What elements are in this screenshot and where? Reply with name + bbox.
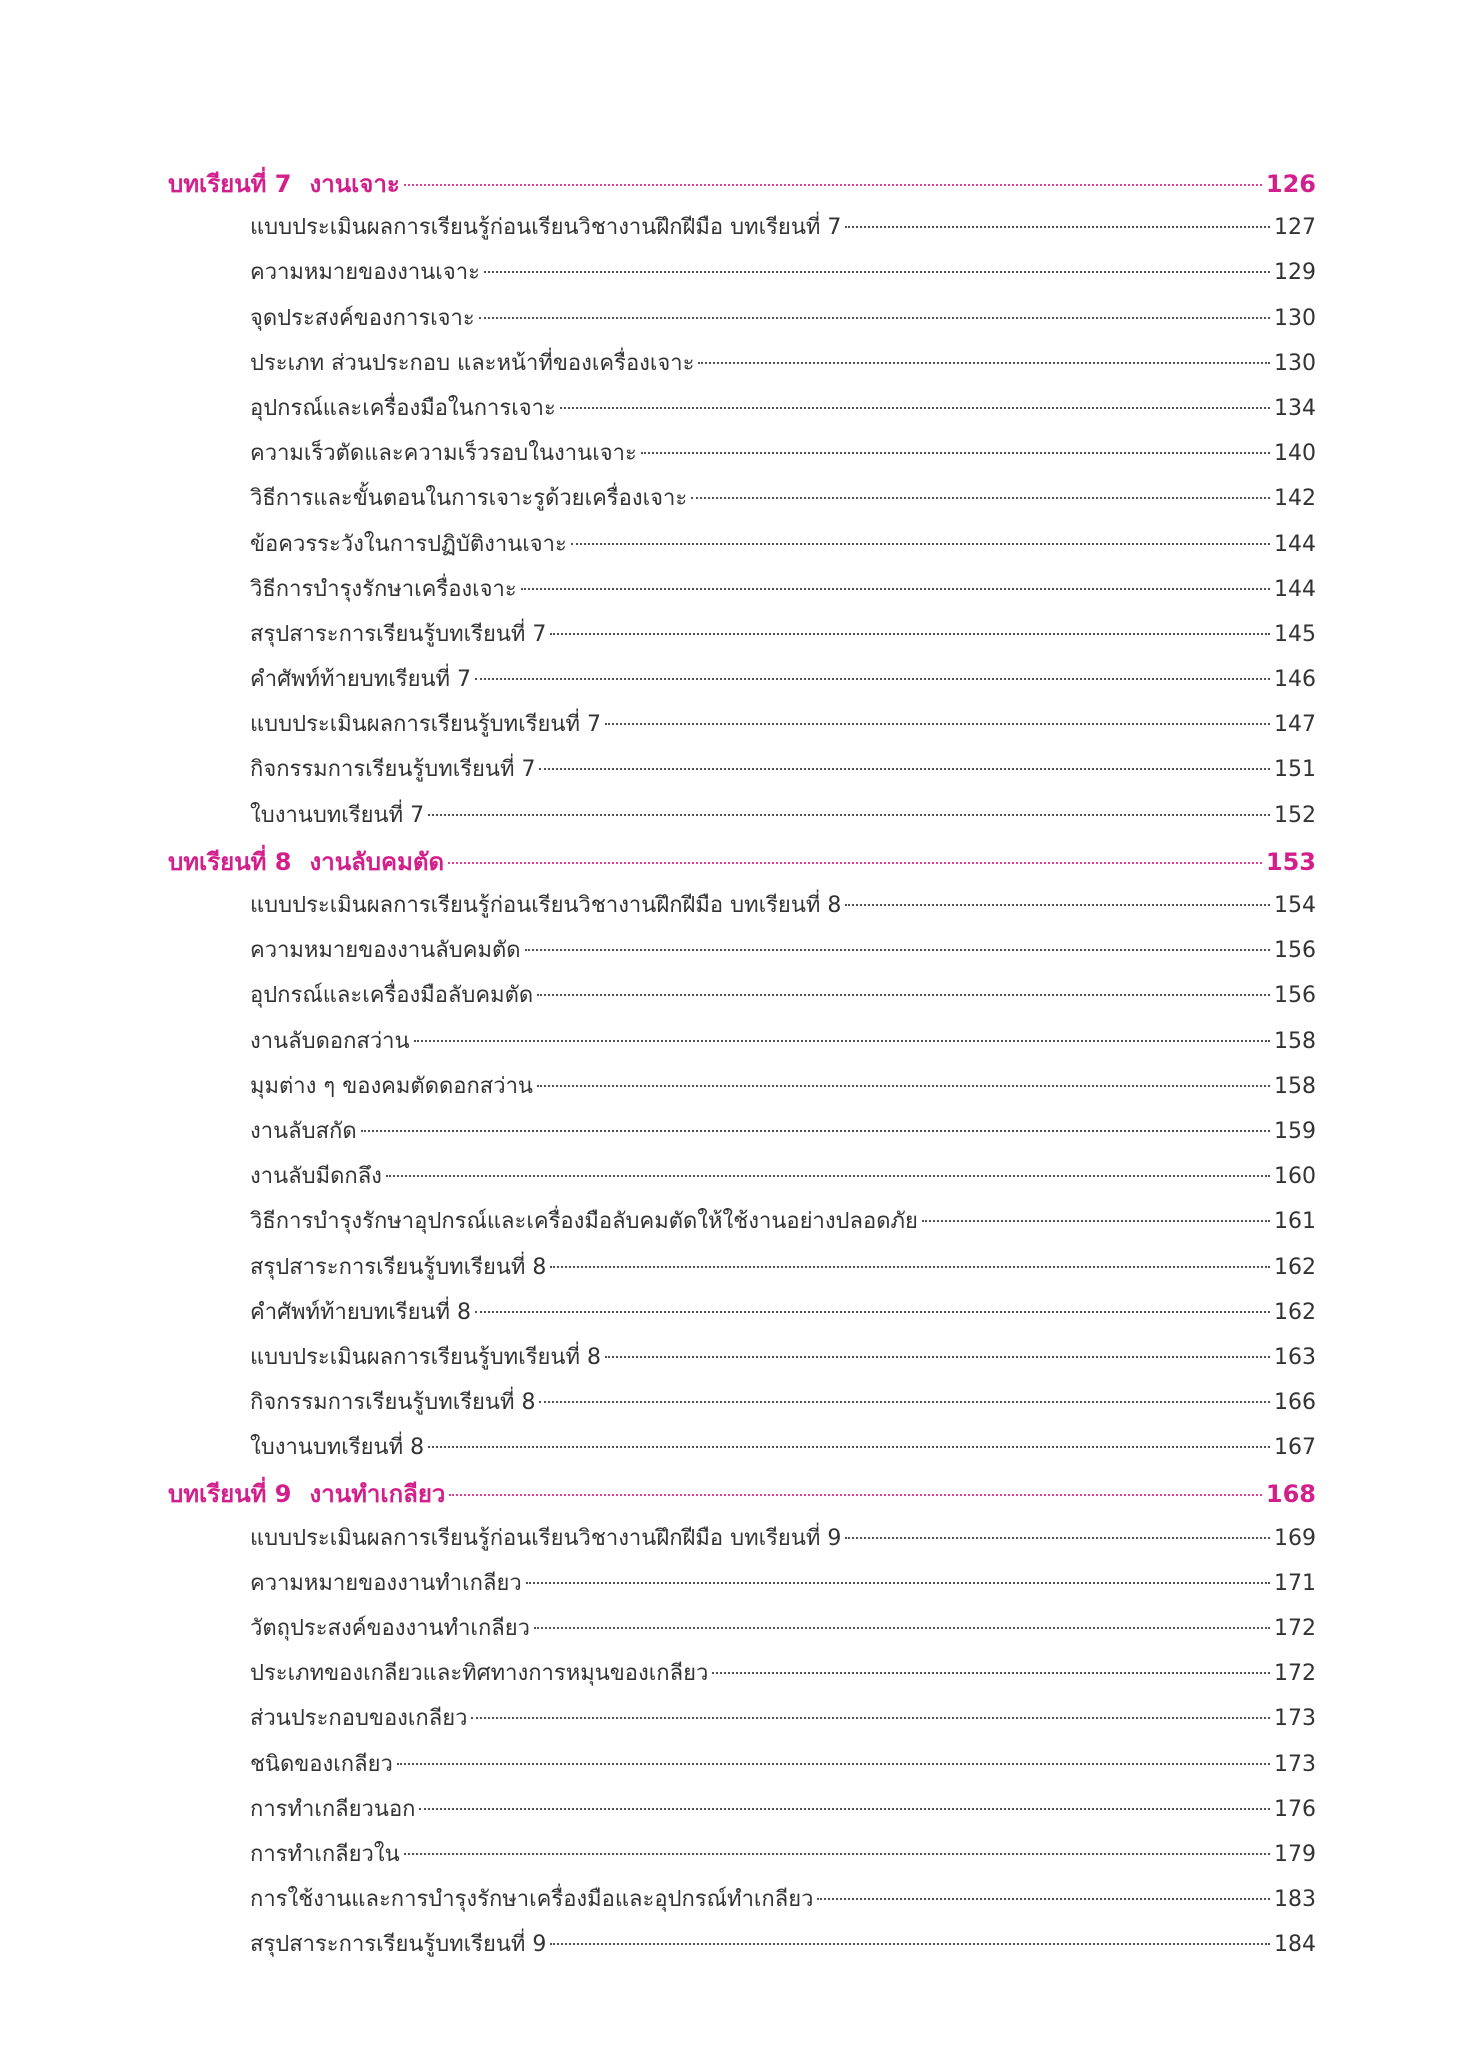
toc-item-page-number: 134 bbox=[1274, 395, 1316, 421]
toc-item-title: งานลับมีดกลึง bbox=[250, 1164, 382, 1190]
chapter-name: งานทำเกลียว bbox=[309, 1480, 446, 1509]
toc-item-title: สรุปสาระการเรียนรู้บทเรียนที่ 9 bbox=[250, 1932, 547, 1958]
toc-item-title: ข้อควรระวังในการปฏิบัติงานเจาะ bbox=[250, 531, 567, 557]
toc-item-row[interactable] bbox=[168, 254, 1316, 299]
toc-item-page-number: 144 bbox=[1274, 531, 1316, 557]
toc-item-title: การทำเกลียวใน bbox=[250, 1841, 400, 1867]
dot-leader bbox=[484, 271, 1270, 273]
dot-leader bbox=[698, 362, 1270, 364]
toc-item-row[interactable] bbox=[168, 1836, 1316, 1881]
dot-leader bbox=[641, 452, 1270, 454]
toc-item-page-number: 162 bbox=[1274, 1299, 1316, 1325]
dot-leader bbox=[539, 768, 1270, 770]
toc-item-page-number: 154 bbox=[1274, 893, 1316, 918]
dot-leader bbox=[817, 1898, 1270, 1900]
toc-item-row[interactable] bbox=[168, 526, 1316, 571]
chapter-number: บทเรียนที่ 8 bbox=[168, 847, 292, 876]
dot-leader bbox=[550, 633, 1270, 635]
dot-leader bbox=[404, 1853, 1270, 1855]
toc-item-page-number: 145 bbox=[1274, 621, 1316, 647]
toc-item-page-number: 144 bbox=[1274, 576, 1316, 602]
toc-item-page-number: 142 bbox=[1274, 486, 1316, 512]
toc-item-title: งานลับสกัด bbox=[250, 1118, 357, 1144]
dot-leader bbox=[471, 1717, 1270, 1719]
toc-item-page-number: 184 bbox=[1274, 1932, 1316, 1958]
toc-item-row[interactable] bbox=[168, 480, 1316, 525]
toc-item-page-number: 151 bbox=[1274, 757, 1316, 783]
toc-chapter-row[interactable] bbox=[168, 1474, 1316, 1519]
dot-leader bbox=[605, 723, 1270, 725]
toc-item-row[interactable] bbox=[168, 797, 1316, 842]
toc-item-page-number: 160 bbox=[1274, 1164, 1316, 1190]
dot-leader bbox=[537, 994, 1270, 996]
toc-item-title: อุปกรณ์และเครื่องมือในการเจาะ bbox=[250, 395, 556, 421]
toc-chapter-row[interactable] bbox=[168, 842, 1316, 887]
toc-item-title: วิธีการบำรุงรักษาอุปกรณ์และเครื่องมือลับคมตัดให้ใช้งานอย่างปลอดภัย bbox=[250, 1209, 918, 1235]
toc-item-title: วัตถุประสงค์ของงานทำเกลียว bbox=[250, 1616, 530, 1641]
toc-item-row[interactable] bbox=[168, 1655, 1316, 1700]
chapter-title bbox=[168, 842, 444, 881]
dot-leader bbox=[550, 1943, 1270, 1945]
toc-item-title: แบบประเมินผลการเรียนรู้ก่อนเรียนวิชางานฝึกฝีมือ บทเรียนที่ 7 bbox=[250, 215, 842, 241]
toc-item-row[interactable] bbox=[168, 390, 1316, 435]
toc-item-page-number: 183 bbox=[1274, 1887, 1316, 1913]
toc-item-title: แบบประเมินผลการเรียนรู้บทเรียนที่ 7 bbox=[250, 712, 601, 738]
toc-item-title: ความเร็วตัดและความเร็วรอบในงานเจาะ bbox=[250, 441, 637, 467]
toc-item-page-number: 146 bbox=[1274, 667, 1316, 693]
toc-item-page-number: 156 bbox=[1274, 938, 1316, 964]
toc-item-row[interactable] bbox=[168, 1249, 1316, 1294]
toc-item-row[interactable] bbox=[168, 977, 1316, 1022]
toc-item-row[interactable] bbox=[168, 209, 1316, 254]
toc-item-title: ใบงานบทเรียนที่ 7 bbox=[250, 802, 425, 828]
toc-item-title: แบบประเมินผลการเรียนรู้ก่อนเรียนวิชางานฝึกฝีมือ บทเรียนที่ 8 bbox=[250, 893, 842, 918]
toc-item-row[interactable] bbox=[168, 616, 1316, 661]
toc-item-row[interactable] bbox=[168, 887, 1316, 932]
toc-item-row[interactable] bbox=[168, 1294, 1316, 1339]
dot-leader bbox=[419, 1808, 1270, 1810]
chapter-number: บทเรียนที่ 7 bbox=[168, 170, 292, 198]
toc-item-page-number: 161 bbox=[1274, 1209, 1316, 1235]
toc-item-title: วิธีการและขั้นตอนในการเจาะรูด้วยเครื่องเจาะ bbox=[250, 486, 688, 512]
toc-item-row[interactable] bbox=[168, 932, 1316, 977]
dot-leader bbox=[534, 1627, 1270, 1629]
toc-item-page-number: 176 bbox=[1274, 1796, 1316, 1822]
toc-item-page-number: 167 bbox=[1274, 1435, 1316, 1461]
toc-item-page-number: 158 bbox=[1274, 1073, 1316, 1099]
toc-item-title: ความหมายของงานเจาะ bbox=[250, 260, 480, 286]
table-of-contents bbox=[168, 164, 1316, 1972]
toc-item-title: ความหมายของงานลับคมตัด bbox=[250, 938, 521, 964]
toc-item-row[interactable] bbox=[168, 661, 1316, 706]
dot-leader bbox=[845, 226, 1270, 228]
dot-leader bbox=[521, 588, 1270, 590]
toc-item-title: ใบงานบทเรียนที่ 8 bbox=[250, 1435, 425, 1461]
dot-leader bbox=[537, 1085, 1270, 1087]
toc-item-title: การทำเกลียวนอก bbox=[250, 1796, 416, 1822]
toc-item-title: จุดประสงค์ของการเจาะ bbox=[250, 305, 475, 331]
dot-leader bbox=[712, 1672, 1270, 1674]
dot-leader bbox=[361, 1130, 1270, 1132]
toc-item-page-number: 129 bbox=[1274, 260, 1316, 286]
dot-leader bbox=[560, 407, 1270, 409]
toc-item-page-number: 127 bbox=[1274, 215, 1316, 241]
toc-item-page-number: 156 bbox=[1274, 983, 1316, 1009]
toc-item-title: วิธีการบำรุงรักษาเครื่องเจาะ bbox=[250, 576, 517, 602]
toc-item-row[interactable] bbox=[168, 435, 1316, 480]
dot-leader bbox=[414, 1040, 1270, 1042]
dot-leader bbox=[571, 543, 1270, 545]
dot-leader bbox=[526, 1582, 1270, 1584]
dot-leader bbox=[539, 1401, 1270, 1403]
toc-item-page-number: 172 bbox=[1274, 1661, 1316, 1687]
toc-item-title: งานลับดอกสว่าน bbox=[250, 1028, 410, 1054]
toc-item-title: ส่วนประกอบของเกลียว bbox=[250, 1706, 468, 1732]
toc-item-row[interactable] bbox=[168, 1023, 1316, 1068]
toc-item-title: ประเภทของเกลียวและทิศทางการหมุนของเกลียว bbox=[250, 1661, 709, 1687]
toc-item-row[interactable] bbox=[168, 1158, 1316, 1203]
toc-item-page-number: 166 bbox=[1274, 1390, 1316, 1416]
dot-leader bbox=[525, 949, 1270, 951]
dot-leader bbox=[386, 1175, 1270, 1177]
chapter-page-number: 153 bbox=[1265, 847, 1316, 876]
toc-item-row[interactable] bbox=[168, 1068, 1316, 1113]
toc-item-row[interactable] bbox=[168, 1113, 1316, 1158]
toc-item-page-number: 130 bbox=[1274, 305, 1316, 331]
toc-item-title: ประเภท ส่วนประกอบ และหน้าที่ของเครื่องเจาะ bbox=[250, 350, 695, 376]
dot-leader bbox=[691, 497, 1270, 499]
dot-leader bbox=[448, 862, 1262, 864]
dot-leader bbox=[449, 1494, 1262, 1496]
toc-item-row[interactable] bbox=[168, 1384, 1316, 1429]
toc-item-row[interactable] bbox=[168, 1520, 1316, 1565]
toc-item-page-number: 147 bbox=[1274, 712, 1316, 738]
toc-item-row[interactable] bbox=[168, 1791, 1316, 1836]
chapter-number: บทเรียนที่ 9 bbox=[168, 1480, 292, 1509]
toc-item-page-number: 179 bbox=[1274, 1841, 1316, 1867]
toc-item-row[interactable] bbox=[168, 751, 1316, 796]
chapter-title bbox=[168, 164, 400, 203]
dot-leader bbox=[428, 1446, 1270, 1448]
toc-item-title: คำศัพท์ท้ายบทเรียนที่ 7 bbox=[250, 667, 472, 693]
toc-item-row[interactable] bbox=[168, 1746, 1316, 1791]
toc-item-title: ความหมายของงานทำเกลียว bbox=[250, 1570, 522, 1596]
toc-item-page-number: 152 bbox=[1274, 802, 1316, 828]
toc-item-row[interactable] bbox=[168, 1203, 1316, 1248]
toc-item-title: แบบประเมินผลการเรียนรู้บทเรียนที่ 8 bbox=[250, 1344, 601, 1370]
toc-item-page-number: 140 bbox=[1274, 441, 1316, 467]
toc-item-title: มุมต่าง ๆ ของคมตัดดอกสว่าน bbox=[250, 1073, 533, 1099]
chapter-page-number: 126 bbox=[1265, 170, 1316, 198]
toc-item-title: สรุปสาระการเรียนรู้บทเรียนที่ 7 bbox=[250, 621, 547, 647]
toc-item-page-number: 130 bbox=[1274, 350, 1316, 376]
toc-item-page-number: 171 bbox=[1274, 1570, 1316, 1596]
toc-item-page-number: 169 bbox=[1274, 1525, 1316, 1551]
dot-leader bbox=[397, 1763, 1270, 1765]
toc-item-title: กิจกรรมการเรียนรู้บทเรียนที่ 8 bbox=[250, 1390, 536, 1416]
toc-item-row[interactable] bbox=[168, 1700, 1316, 1745]
dot-leader bbox=[605, 1356, 1270, 1358]
chapter-page-number: 168 bbox=[1265, 1480, 1316, 1509]
chapter-name: งานลับคมตัด bbox=[309, 847, 445, 876]
dot-leader bbox=[845, 1537, 1270, 1539]
chapter-title bbox=[168, 1474, 445, 1513]
toc-item-row[interactable] bbox=[168, 300, 1316, 345]
toc-item-title: ชนิดของเกลียว bbox=[250, 1751, 393, 1777]
toc-item-row[interactable] bbox=[168, 706, 1316, 751]
dot-leader bbox=[475, 1311, 1270, 1313]
toc-item-title: กิจกรรมการเรียนรู้บทเรียนที่ 7 bbox=[250, 757, 536, 783]
dot-leader bbox=[428, 814, 1270, 816]
toc-item-row[interactable] bbox=[168, 1565, 1316, 1610]
dot-leader bbox=[479, 317, 1270, 319]
toc-item-page-number: 163 bbox=[1274, 1344, 1316, 1370]
toc-item-row[interactable] bbox=[168, 1610, 1316, 1655]
toc-item-page-number: 158 bbox=[1274, 1028, 1316, 1054]
toc-item-page-number: 159 bbox=[1274, 1118, 1316, 1144]
toc-item-page-number: 162 bbox=[1274, 1254, 1316, 1280]
toc-item-title: คำศัพท์ท้ายบทเรียนที่ 8 bbox=[250, 1299, 472, 1325]
dot-leader bbox=[922, 1220, 1270, 1222]
toc-item-page-number: 173 bbox=[1274, 1706, 1316, 1732]
dot-leader bbox=[550, 1266, 1270, 1268]
toc-item-title: อุปกรณ์และเครื่องมือลับคมตัด bbox=[250, 983, 534, 1009]
toc-item-title: สรุปสาระการเรียนรู้บทเรียนที่ 8 bbox=[250, 1254, 547, 1280]
toc-item-title: การใช้งานและการบำรุงรักษาเครื่องมือและอุปกรณ์ทำเกลียว bbox=[250, 1887, 814, 1913]
toc-item-row[interactable] bbox=[168, 571, 1316, 616]
toc-item-row[interactable] bbox=[168, 1926, 1316, 1971]
toc-item-row[interactable] bbox=[168, 345, 1316, 390]
chapter-name: งานเจาะ bbox=[309, 170, 400, 198]
dot-leader bbox=[845, 904, 1270, 906]
toc-item-title: แบบประเมินผลการเรียนรู้ก่อนเรียนวิชางานฝึกฝีมือ บทเรียนที่ 9 bbox=[250, 1525, 842, 1551]
toc-chapter-row[interactable] bbox=[168, 164, 1316, 209]
dot-leader bbox=[404, 184, 1262, 186]
dot-leader bbox=[475, 678, 1270, 680]
toc-item-row[interactable] bbox=[168, 1339, 1316, 1384]
toc-item-page-number: 172 bbox=[1274, 1616, 1316, 1641]
toc-item-row[interactable] bbox=[168, 1429, 1316, 1474]
toc-item-page-number: 173 bbox=[1274, 1751, 1316, 1777]
toc-item-row[interactable] bbox=[168, 1881, 1316, 1926]
